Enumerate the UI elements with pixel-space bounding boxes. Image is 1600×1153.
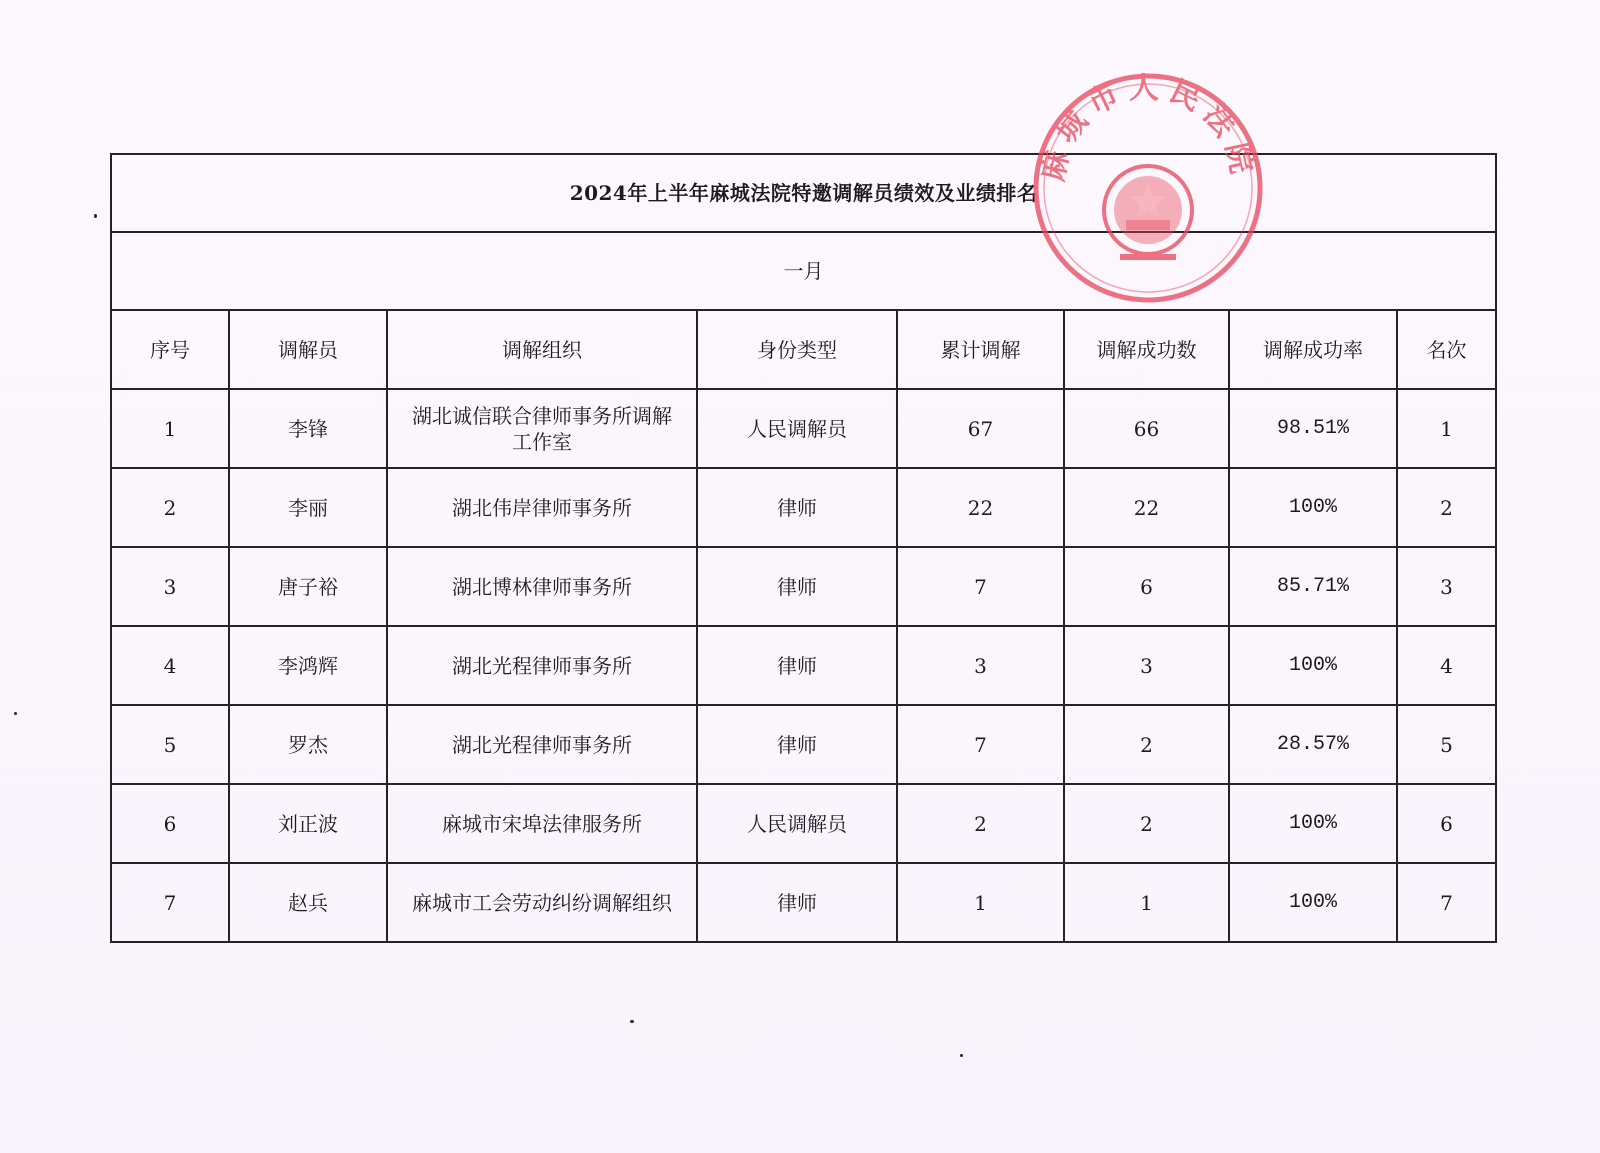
performance-table	[110, 153, 1497, 943]
cell-success-count: 6	[1064, 547, 1229, 626]
cell-identity-type: 律师	[697, 468, 897, 547]
cell-success-count: 3	[1064, 626, 1229, 705]
cell-organization: 湖北光程律师事务所	[387, 705, 697, 784]
cell-mediator: 李鸿辉	[229, 626, 387, 705]
cell-organization: 湖北伟岸律师事务所	[387, 468, 697, 547]
cell-total-mediations: 1	[897, 863, 1064, 942]
cell-rank: 7	[1397, 863, 1496, 942]
cell-rank: 2	[1397, 468, 1496, 547]
cell-mediator: 李丽	[229, 468, 387, 547]
cell-no: 1	[111, 389, 229, 468]
cell-rank: 5	[1397, 705, 1496, 784]
cell-success-count: 22	[1064, 468, 1229, 547]
cell-organization: 麻城市工会劳动纠纷调解组织	[387, 863, 697, 942]
header-no: 序号	[111, 310, 229, 389]
cell-identity-type: 律师	[697, 626, 897, 705]
cell-mediator: 刘正波	[229, 784, 387, 863]
cell-identity-type: 律师	[697, 547, 897, 626]
header-organization: 调解组织	[387, 310, 697, 389]
scan-speck	[960, 1054, 963, 1057]
cell-no: 2	[111, 468, 229, 547]
cell-total-mediations: 2	[897, 784, 1064, 863]
period-label: 一月	[111, 232, 1496, 310]
cell-total-mediations: 7	[897, 705, 1064, 784]
cell-success-rate: 98.51%	[1229, 389, 1397, 468]
cell-identity-type: 律师	[697, 705, 897, 784]
table-row	[111, 626, 1496, 705]
table-row	[111, 547, 1496, 626]
cell-no: 4	[111, 626, 229, 705]
cell-no: 7	[111, 863, 229, 942]
cell-identity-type: 人民调解员	[697, 784, 897, 863]
seal-text: 麻城市人民法院	[1035, 70, 1261, 185]
cell-rank: 4	[1397, 626, 1496, 705]
table-body	[111, 389, 1496, 942]
header-rank: 名次	[1397, 310, 1496, 389]
cell-success-count: 2	[1064, 705, 1229, 784]
document-title: 2024年上半年麻城法院特邀调解员绩效及业绩排名	[111, 154, 1496, 232]
cell-success-rate: 100%	[1229, 784, 1397, 863]
cell-identity-type: 律师	[697, 863, 897, 942]
cell-mediator: 罗杰	[229, 705, 387, 784]
table-row	[111, 468, 1496, 547]
header-success-count: 调解成功数	[1064, 310, 1229, 389]
cell-total-mediations: 7	[897, 547, 1064, 626]
cell-success-count: 66	[1064, 389, 1229, 468]
cell-rank: 6	[1397, 784, 1496, 863]
header-mediator: 调解员	[229, 310, 387, 389]
cell-organization: 湖北博林律师事务所	[387, 547, 697, 626]
cell-success-count: 1	[1064, 863, 1229, 942]
cell-no: 5	[111, 705, 229, 784]
cell-total-mediations: 22	[897, 468, 1064, 547]
cell-identity-type: 人民调解员	[697, 389, 897, 468]
header-identity-type: 身份类型	[697, 310, 897, 389]
table-row	[111, 784, 1496, 863]
header-success-rate: 调解成功率	[1229, 310, 1397, 389]
cell-success-count: 2	[1064, 784, 1229, 863]
cell-organization: 麻城市宋埠法律服务所	[387, 784, 697, 863]
cell-rank: 3	[1397, 547, 1496, 626]
header-total-mediations: 累计调解	[897, 310, 1064, 389]
cell-organization: 湖北诚信联合律师事务所调解工作室	[387, 389, 697, 468]
scan-speck	[94, 214, 97, 218]
table-row	[111, 863, 1496, 942]
cell-success-rate: 100%	[1229, 863, 1397, 942]
cell-mediator: 赵兵	[229, 863, 387, 942]
scan-speck	[14, 712, 17, 715]
cell-no: 6	[111, 784, 229, 863]
cell-success-rate: 28.57%	[1229, 705, 1397, 784]
scan-speck	[630, 1020, 634, 1023]
cell-success-rate: 85.71%	[1229, 547, 1397, 626]
cell-total-mediations: 67	[897, 389, 1064, 468]
table-header-row	[111, 310, 1496, 389]
cell-success-rate: 100%	[1229, 626, 1397, 705]
cell-total-mediations: 3	[897, 626, 1064, 705]
table-row	[111, 389, 1496, 468]
cell-success-rate: 100%	[1229, 468, 1397, 547]
cell-organization: 湖北光程律师事务所	[387, 626, 697, 705]
cell-rank: 1	[1397, 389, 1496, 468]
table-row	[111, 705, 1496, 784]
cell-mediator: 唐子裕	[229, 547, 387, 626]
cell-no: 3	[111, 547, 229, 626]
cell-mediator: 李锋	[229, 389, 387, 468]
